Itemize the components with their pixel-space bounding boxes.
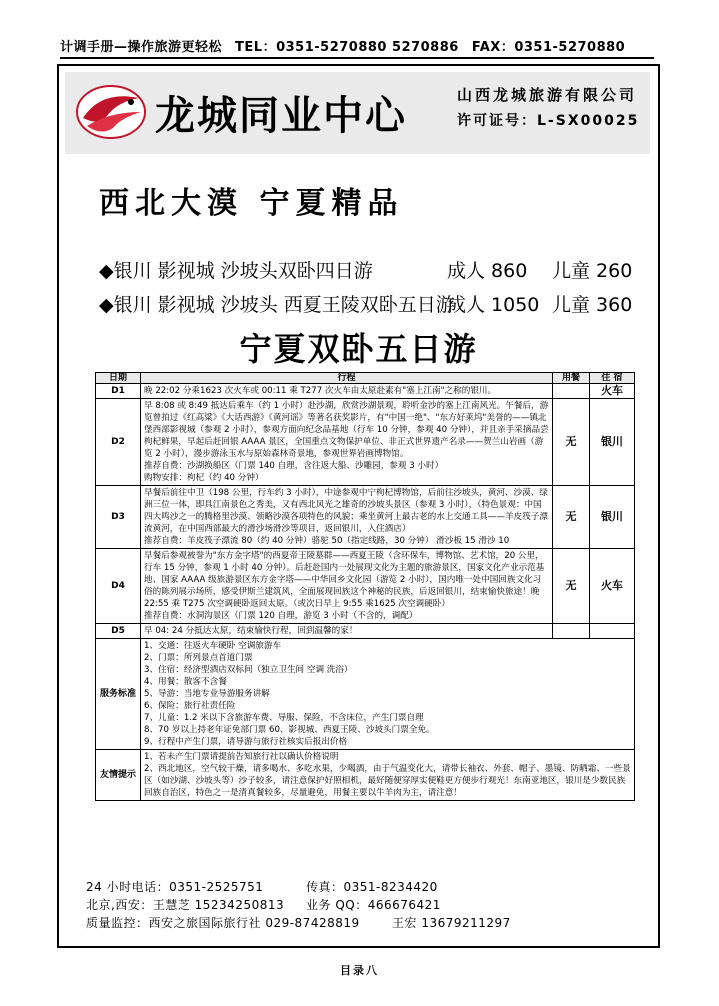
slogan: 计调手册—操作旅游更轻松 (60, 40, 223, 55)
tip-item: 2、西北地区，空气较干燥，请多喝水、多吃水果，少喝酒，由于气温变化大，请带长袖衣、外套、帽子、墨镜、防晒霜、一些景区（如沙湖、沙坡头等）沙子较多，请注意保护好照相机，最好随便穿厚实便鞋更方便步行观光！东南亚地区，银川是少数民族回族自治区，特色之一是清真餐较多，尽量避免，用餐主要以牛羊肉为主，请注意！ (144, 764, 631, 798)
manager-contact: 王宏 13679211297 (392, 916, 511, 930)
day-itinerary: 早 8:08 或 8:49 抵达后乘车（约 1 小时）赴沙湖，欣赏沙湖景观，聆听金沙的塞上江南风光。午餐后，游览曾拍过《红高粱》《大话西游》《黄河谣》等著名获奖影片，有"中国一绝"、"东方好莱坞"美誉的——镇北堡西部影视城（参观 2 小时），参观方面向纪念品基地（行车 10 分钟，参观 40 分钟），并且亲手采摘品尝枸杞鲜果，早起后赶回银 AAAA 景区，全国重点文物保护单位、非正式世界遗产名录——贺兰山岩画（游览 2 小时），漫步游泳玉水与原始森林奇景地，参观世界岩画博物馆。 (144, 401, 549, 459)
table-row (96, 384, 635, 399)
day-hotel (590, 624, 635, 639)
header-banner (65, 72, 650, 154)
shopping-note: 购物安排：枸杞（约 40 分钟） (144, 473, 264, 483)
service-item: 4、用餐：散客不含餐 (144, 677, 227, 687)
license-number: 许可证号：L-SX00025 (457, 113, 640, 129)
table-row (96, 486, 635, 549)
top-tel: TEL：0351-5270880 5270886 (235, 40, 459, 55)
day-itinerary: 早 04: 24 分抵达太原，结束愉快行程，回到温馨的家！ (141, 624, 553, 639)
tour-title: 宁夏双卧五日游 (239, 330, 478, 368)
day-itinerary: 晚 22:02 分乘1623 次火车或 00:11 乘 T277 次火车由太原赴素有"塞上江南"之称的银川。 (141, 384, 553, 399)
brand-name: 龙城同业中心 (155, 92, 407, 139)
day-label: D3 (96, 486, 141, 549)
table-row (96, 624, 635, 639)
service-item: 3、住宿：经济型酒店双标间（独立卫生间 空调 洗浴） (144, 665, 353, 675)
day-hotel: 银川 (590, 486, 635, 549)
recommended-extras: 推荐自费：水洞沟景区（门票 120 自理，游览 3 小时（不含的，调配） (144, 611, 418, 621)
tips-list (141, 750, 635, 801)
day-label: D4 (96, 549, 141, 624)
child-price: 儿童 360 (552, 294, 633, 316)
route-name: ◆银川 影视城 沙坡头双卧四日游 (99, 260, 373, 282)
tip-item: 1、若未产生门票请提前告知旅行社以确认价格说明 (144, 752, 339, 762)
service-item: 8、70 岁以上持老年证免部门票 60、影视城、西夏王陵、沙坡头门票全免。 (144, 725, 435, 735)
tips-row (96, 750, 635, 801)
itinerary-table (95, 372, 635, 801)
service-item: 2、门票：所列景点首道门票 (144, 653, 253, 663)
page-number: 目录八 (340, 964, 379, 977)
company-name: 山西龙城旅游有限公司 (457, 86, 638, 104)
day-meal (553, 384, 590, 399)
contact-fax: 传真：0351-8234420 (306, 880, 438, 894)
table-row (96, 549, 635, 624)
service-item: 7、儿童：1.2 米以下含旅游车费、导服、保险，不含床位，产生门票自理 (144, 713, 424, 723)
route-name: ◆银川 影视城 沙坡头 西夏王陵双卧五日游 (99, 294, 455, 316)
day-label: D5 (96, 624, 141, 639)
child-price: 儿童 260 (552, 260, 633, 282)
recommended-extras: 推荐自费：沙湖换船区（门票 140 自理，含往返大船、沙雕园，参观 3 小时） (144, 461, 444, 471)
tips-label: 友情提示 (96, 750, 141, 801)
service-item: 1、交通：往返火车硬卧 空调旅游车 (144, 641, 282, 651)
adult-price: 成人 1050 (447, 294, 540, 316)
day-itinerary-cell (141, 486, 553, 549)
service-list (141, 639, 635, 750)
day-meal: 无 (553, 549, 590, 624)
day-label: D2 (96, 399, 141, 486)
service-item: 6、保险：旅行社责任险 (144, 701, 236, 711)
day-itinerary-cell (141, 549, 553, 624)
recommended-extras: 推荐自费：羊皮筏子漂流 80（约 40 分钟）骆驼 50（指定线路，30 分钟） 滑沙板 15 滑沙 10 (144, 536, 510, 546)
day-hotel: 火车 (590, 549, 635, 624)
day-meal: 无 (553, 486, 590, 549)
beijing-contact: 北京,西安：王慧芝 15234250813 (86, 898, 285, 912)
hotline: 24 小时电话：0351-2525751 (86, 880, 264, 894)
table-row (96, 399, 635, 486)
top-fax: FAX：0351-5270880 (471, 40, 626, 55)
day-hotel: 火车 (590, 384, 635, 399)
day-itinerary-cell (141, 399, 553, 486)
adult-price: 成人 860 (447, 260, 528, 282)
day-meal: 无 (553, 399, 590, 486)
header-itinerary: 行程 (141, 373, 553, 384)
service-label: 服务标准 (96, 639, 141, 750)
day-hotel: 银川 (590, 399, 635, 486)
day-itinerary: 早餐后前往中卫（198 公里，行车约 3 小时），中途参观中宁枸杞博物馆，后前往沙坡头，黄河、沙漠、绿洲三位一体，即具江南景色之秀美，又有西北风光之雄奇的沙坡头景区（参观 3 小时），（特色景观：中国四大鸣沙之一的腾格里沙漠、领略沙漠各项特色的风貌；乘坐黄河上最古老的水上交通工具——羊皮筏子漂流黄河，在中国西部最大的滑沙场滑沙等项目，返回银川，入住酒店） (144, 488, 548, 534)
dragon-logo-icon (73, 82, 149, 142)
top-contact-bar (60, 36, 654, 59)
header-hotel: 住 宿 (590, 373, 635, 384)
day-itinerary: 早餐后参观被誉为"东方金字塔"的西夏帝王陵墓群——西夏王陵（含环保车，博物馆、艺术馆，20 公里，行车 15 分钟，参观 1 小时 40 分钟）。后赶赴国内一处展现文化为主题的旅游景区，国家文化产业示范基地、国家 AAAA 级旅游景区东方金字塔——中华回乡文化园（游览 2 小时），国内唯一处中国回族文化习俗的陈列展示场所，感受伊斯兰建筑风，全面展现回族这个神秘的民族，后返回银川，结束愉快旅途！晚 22:55 乘 T275 次空调硬卧返回太原。（或次日早上 9:55 乘1625 次空调硬卧） (144, 551, 545, 609)
business-qq: 业务 QQ：466676421 (306, 898, 441, 912)
service-item: 5、导游：当地专业导游服务讲解 (144, 689, 270, 699)
day-label: D1 (96, 384, 141, 399)
headline: 西北大漠 宁夏精品 (99, 186, 404, 221)
table-header-row (96, 373, 635, 384)
header-day: 日期 (96, 373, 141, 384)
flyer-frame (57, 64, 660, 948)
day-meal (553, 624, 590, 639)
service-item: 9、行程中产生门票，请导游与旅行社核实后报出价格 (144, 737, 348, 747)
header-meal: 用餐 (553, 373, 590, 384)
quality-supervision: 质量监控：西安之旅国际旅行社 029-87428819 (86, 916, 360, 930)
service-row (96, 639, 635, 750)
